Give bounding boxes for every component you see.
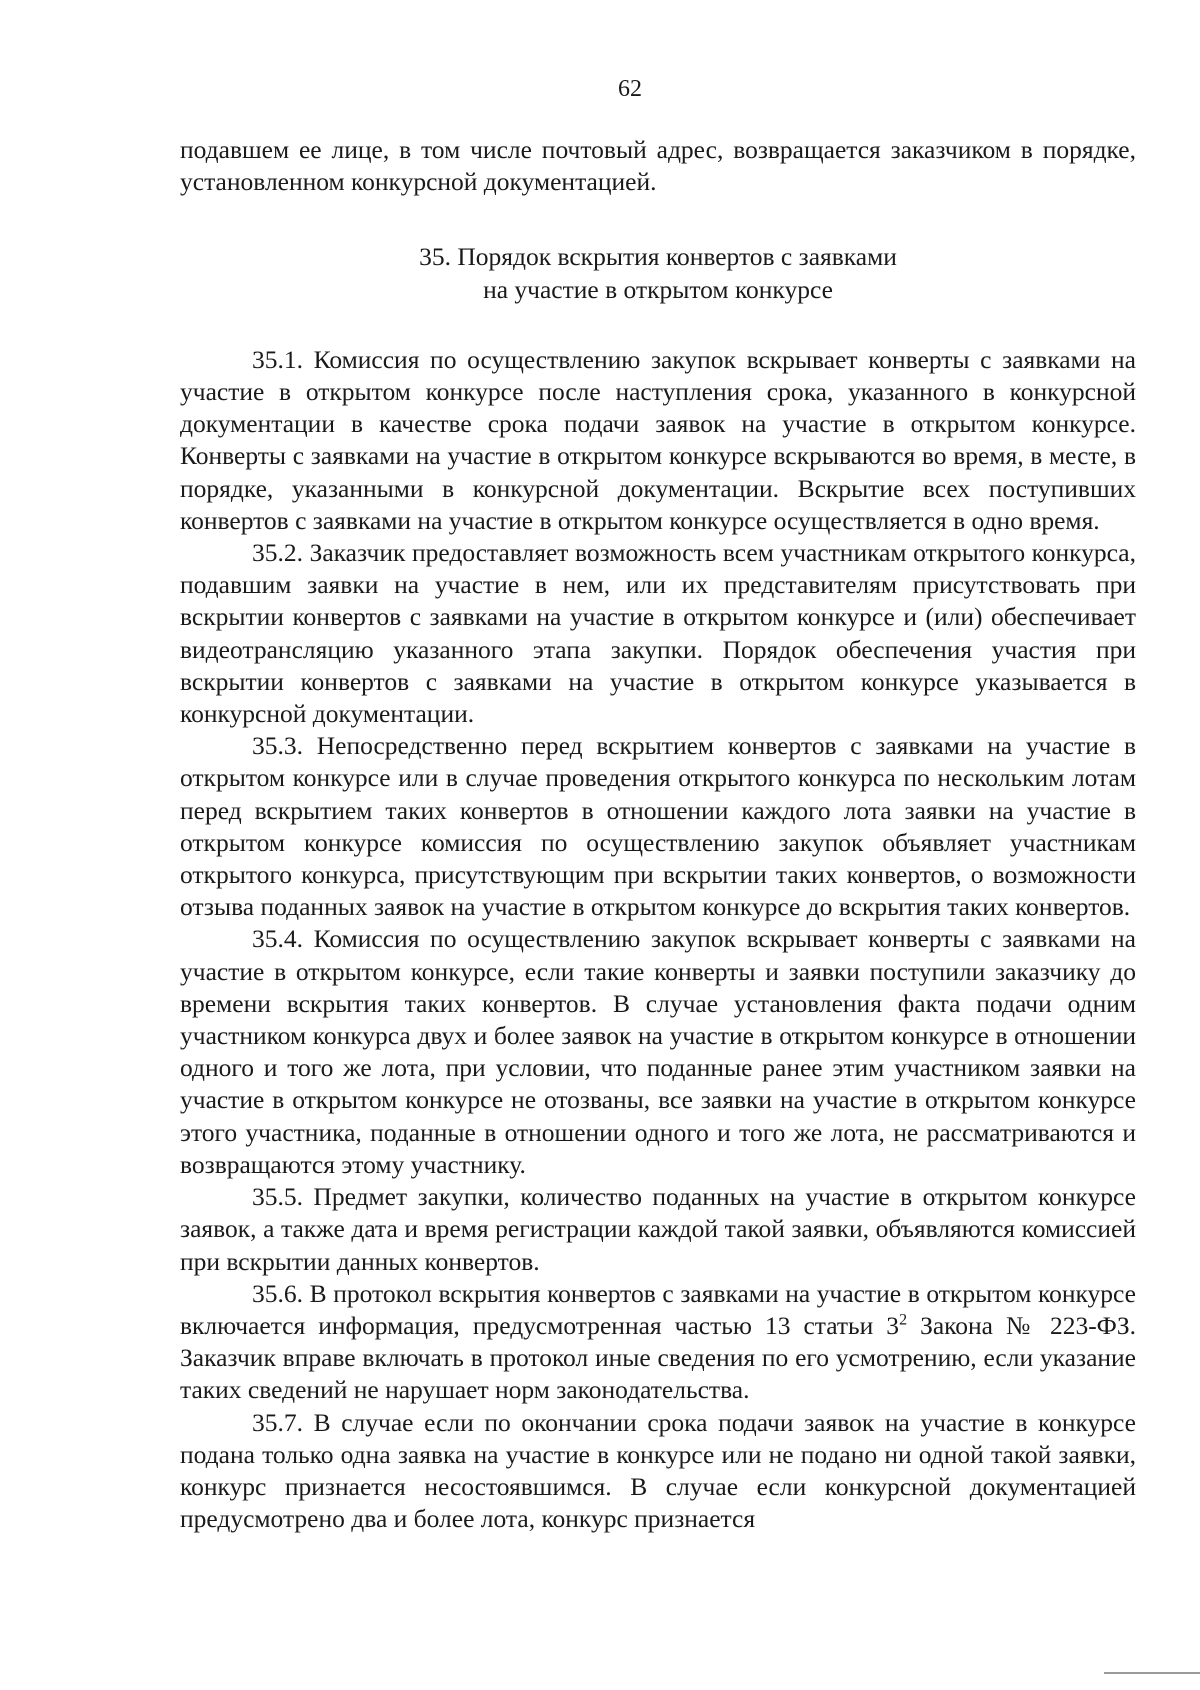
bottom-edge-rule	[1104, 1672, 1200, 1674]
section-heading-line-1: 35. Порядок вскрытия конвертов с заявками	[419, 242, 897, 272]
paragraph-35-6	[180, 1278, 1136, 1407]
paragraph-35-6-text-after: Закона № 223-ФЗ. Заказчик вправе включать в протокол иные сведения по его усмотрению, если указание таких сведений не нарушает норм законодательства.	[180, 1310, 1136, 1405]
section-heading-line-2: на участие в открытом конкурсе	[483, 274, 833, 304]
paragraph-35-3: 35.3. Непосредственно перед вскрытием конвертов с заявками на участие в открытом конкурсе или в случае проведения открытого конкурса по нескольким лотам перед вскрытием таких конвертов в отношении каждого лота заявки на участие в открытом конкурсе комиссия по осуществлению закупок объявляет участникам открытого конкурса, присутствующим при вскрытии таких конвертов, о возможности отзыва поданных заявок на участие в открытом конкурсе до вскрытия таких конвертов.	[180, 731, 1136, 922]
article-superscript: 2	[899, 1311, 908, 1329]
paragraph-35-2: 35.2. Заказчик предоставляет возможность всем участникам открытого конкурса, подавшим заявки на участие в нем, или их представителям присутствовать при вскрытии конвертов с заявками на участие в открытом конкурсе и (или) обеспечивает видеотрансляцию указанного этапа закупки. Порядок обеспечения участия при вскрытии конвертов с заявками на участие в открытом конкурсе указывается в конкурсной документации.	[180, 538, 1136, 729]
page-number: 62	[618, 76, 642, 102]
paragraph-35-1: 35.1. Комиссия по осуществлению закупок вскрывает конверты с заявками на участие в открытом конкурсе после наступления срока, указанного в конкурсной документации в качестве срока подачи заявок на участие в открытом конкурсе. Конверты с заявками на участие в открытом конкурсе вскрываются во время, в месте, в порядке, указанными в конкурсной документации. Вскрытие всех поступивших конвертов с заявками на участие в открытом конкурсе осуществляется в одно время.	[180, 344, 1136, 535]
paragraph-35-5: 35.5. Предмет закупки, количество поданных на участие в открытом конкурсе заявок, а также дата и время регистрации каждой такой заявки, объявляются комиссией при вскрытии данных конвертов.	[180, 1182, 1136, 1276]
document-body	[180, 134, 1136, 1535]
section-heading	[180, 198, 1136, 343]
paragraph-35-6-text-before: 35.6. В протокол вскрытия конвертов с заявками на участие в открытом конкурсе включается информация, предусмотренная частью 13 статьи 3	[180, 1278, 1136, 1340]
paragraph-35-4: 35.4. Комиссия по осуществлению закупок вскрывает конверты с заявками на участие в открытом конкурсе, если такие конверты и заявки поступили заказчику до времени вскрытия таких конвертов. В случае установления факта подачи одним участником конкурса двух и более заявок на участие в открытом конкурсе в отношении одного и того же лота, при условии, что поданные ранее этим участником заявки на участие в открытом конкурсе не отозваны, все заявки на участие в открытом конкурсе этого участника, поданные в отношении одного и того же лота, не рассматриваются и возвращаются этому участнику.	[180, 924, 1136, 1179]
paragraph-35-7: 35.7. В случае если по окончании срока подачи заявок на участие в конкурсе подана только одна заявка на участие в конкурсе или не подано ни одной такой заявки, конкурс признается несостоявшимся. В случае если конкурсной документацией предусмотрено два и более лота, конкурс признается	[180, 1407, 1136, 1534]
continuation-paragraph: подавшем ее лице, в том числе почтовый адрес, возвращается заказчиком в порядке, установленном конкурсной документацией.	[180, 135, 1136, 197]
